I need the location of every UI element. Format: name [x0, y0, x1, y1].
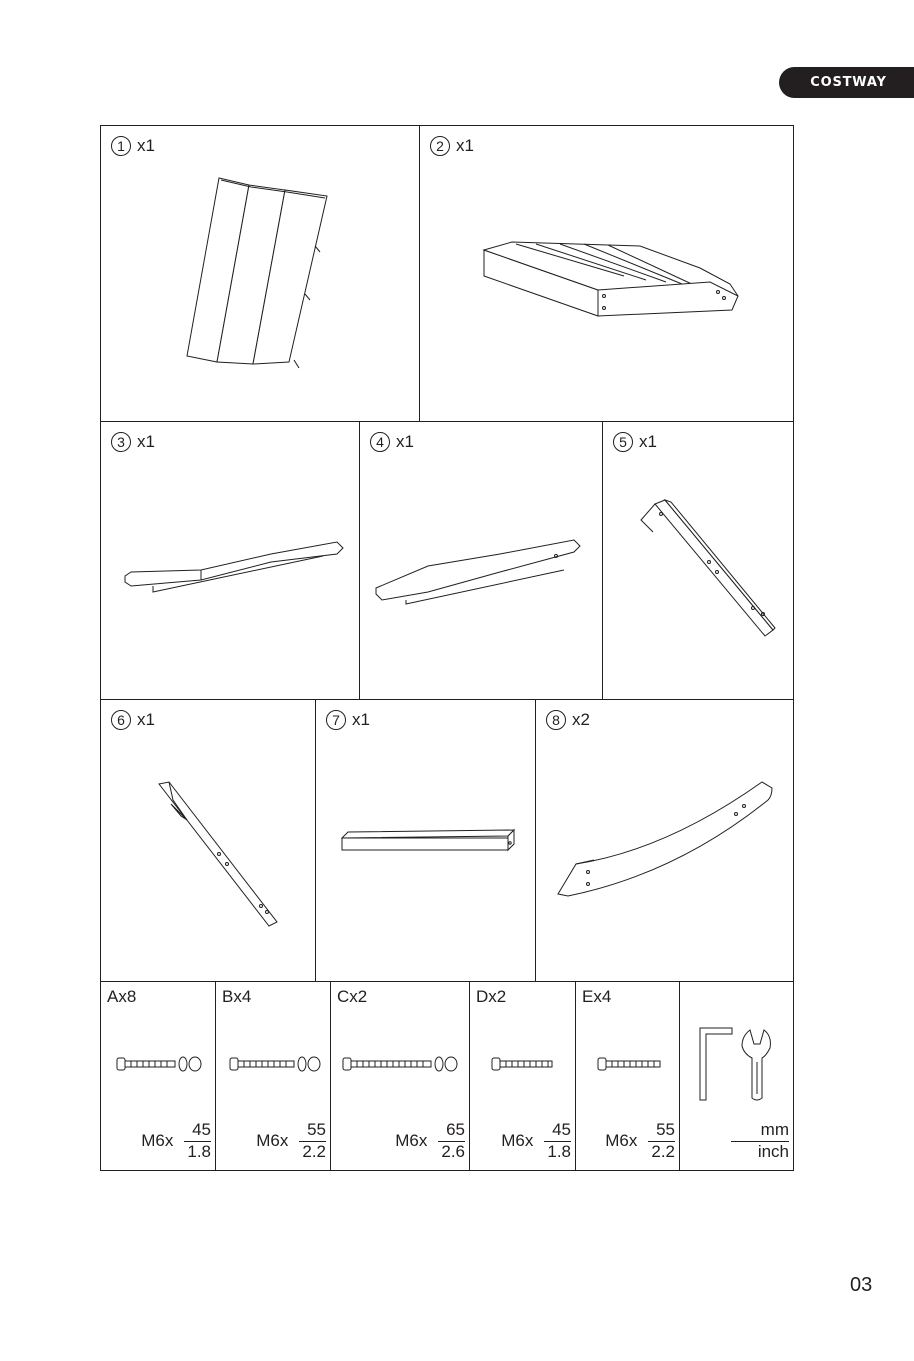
hardware-cell-a [101, 982, 216, 1170]
part-quantity: x1 [396, 432, 414, 451]
hardware-spec [395, 1120, 465, 1162]
part-cell-8 [536, 700, 795, 981]
bolt-size: M6x [605, 1131, 638, 1150]
hardware-cell-e [576, 982, 680, 1170]
length-mm: 45 [544, 1120, 571, 1142]
hardware-row [101, 982, 793, 1170]
crossbar-icon [316, 700, 536, 982]
hardware-label: Ax8 [107, 987, 137, 1006]
page-number: 03 [850, 1274, 873, 1296]
part-quantity: x2 [572, 710, 590, 729]
part-quantity: x1 [137, 710, 155, 729]
hardware-cell-d [470, 982, 576, 1170]
part-number: 6 [111, 710, 131, 730]
front-leg-icon [603, 422, 795, 700]
part-number: 5 [613, 432, 633, 452]
armrest-left-icon [101, 422, 360, 700]
part-number: 2 [430, 136, 450, 156]
part-cell-4 [360, 422, 603, 699]
length-inch: 2.2 [651, 1142, 675, 1161]
hardware-label: Bx4 [222, 987, 252, 1006]
part-quantity: x1 [137, 432, 155, 451]
allen-key-icon [700, 1028, 732, 1100]
unit-mm: mm [731, 1120, 789, 1142]
hardware-cell-b [216, 982, 331, 1170]
armrest-right-icon [360, 422, 603, 700]
tools-cell [680, 982, 793, 1170]
part-number: 7 [326, 710, 346, 730]
backrest-panel-icon [101, 126, 420, 422]
part-number: 3 [111, 432, 131, 452]
part-cell-5 [603, 422, 795, 699]
length-inch: 2.2 [302, 1142, 326, 1161]
hardware-label: Ex4 [582, 987, 612, 1006]
front-leg-icon [101, 700, 316, 982]
hardware-spec [256, 1120, 326, 1162]
parts-row-2 [101, 422, 793, 700]
part-quantity: x1 [137, 136, 155, 155]
wrench-icon [742, 1030, 770, 1100]
seat-panel-icon [420, 126, 795, 422]
brand-logo: COSTWAY [779, 67, 914, 98]
bolt-size: M6x [395, 1131, 428, 1150]
part-cell-6 [101, 700, 316, 981]
hardware-spec [605, 1120, 675, 1162]
part-quantity: x1 [639, 432, 657, 451]
bolt-size: M6x [256, 1131, 289, 1150]
hardware-cell-c [331, 982, 470, 1170]
part-quantity: x1 [456, 136, 474, 155]
part-cell-2 [420, 126, 795, 421]
part-number: 4 [370, 432, 390, 452]
length-inch: 1.8 [547, 1142, 571, 1161]
part-cell-3 [101, 422, 360, 699]
length-mm: 45 [184, 1120, 211, 1142]
hardware-label: Dx2 [476, 987, 507, 1006]
parts-row-1 [101, 126, 793, 422]
part-quantity: x1 [352, 710, 370, 729]
length-inch: 2.6 [441, 1142, 465, 1161]
part-cell-1 [101, 126, 420, 421]
length-mm: 55 [648, 1120, 675, 1142]
parts-list-grid [100, 125, 794, 1171]
length-mm: 55 [299, 1120, 326, 1142]
unit-legend [731, 1120, 789, 1162]
hardware-label: Cx2 [337, 987, 368, 1006]
part-number: 1 [111, 136, 131, 156]
parts-row-3 [101, 700, 793, 982]
bolt-size: M6x [501, 1131, 534, 1150]
part-number: 8 [546, 710, 566, 730]
rocker-icon [536, 700, 795, 982]
bolt-size: M6x [141, 1131, 174, 1150]
unit-inch: inch [757, 1142, 789, 1161]
length-mm: 65 [438, 1120, 465, 1142]
hardware-spec [501, 1120, 571, 1162]
hardware-spec [141, 1120, 211, 1162]
length-inch: 1.8 [187, 1142, 211, 1161]
part-cell-7 [316, 700, 536, 981]
